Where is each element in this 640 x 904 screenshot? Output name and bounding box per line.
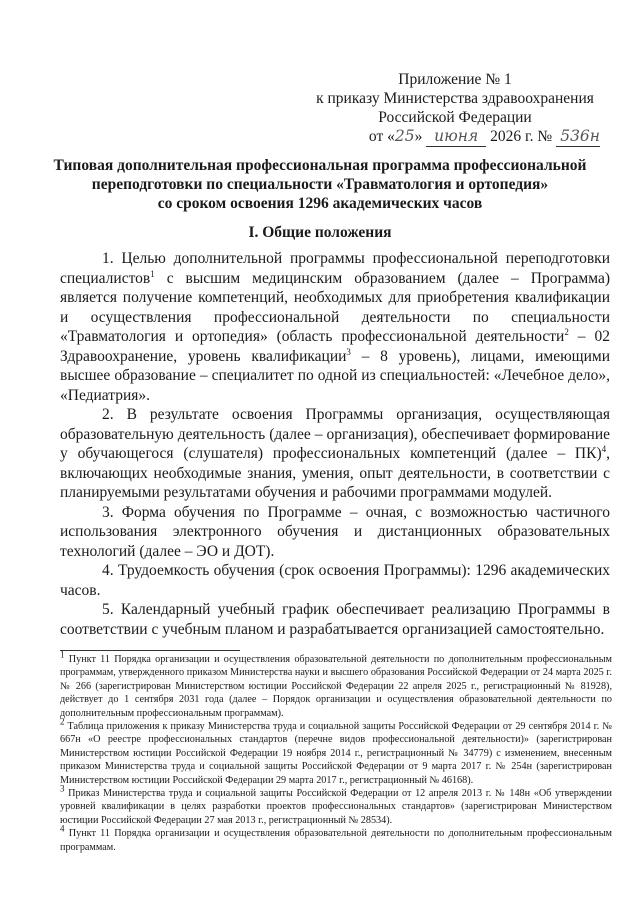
handwritten-month: июня	[426, 127, 486, 147]
footnote-number: 2	[60, 716, 65, 727]
footnotes	[60, 649, 612, 854]
paragraph-text: 1. Целью дополнительной программы профессиональной переподготовки специалистов	[60, 250, 610, 287]
paragraph-2	[60, 405, 610, 503]
document-body	[60, 249, 610, 639]
paragraph-5: 5. Календарный учебный график обеспечивает реализацию Программы в соответствии с учебным планом и разрабатывается организацией самостоятельно.	[60, 601, 610, 638]
handwritten-order-number: 536н	[556, 127, 600, 147]
title-line: со сроком освоения 1296 академических часов	[157, 195, 483, 212]
footnote-text: Пункт 11 Порядка организации и осуществления образовательной деятельности по дополнительным профессиональным программам.	[60, 828, 612, 853]
footnote-ref: 4	[601, 443, 607, 454]
paragraph-1	[60, 249, 610, 405]
date-year: 2026 г. №	[490, 128, 553, 145]
footnote-1	[60, 649, 612, 720]
footnote-ref: 1	[150, 268, 155, 279]
footnote-ref: 3	[346, 346, 351, 357]
paragraph-text: , включающих необходимые знания, умения, опыт деятельности, в соответствии с планируемыми результатами обучения и рабочими программами модулей.	[60, 445, 610, 501]
order-reference: к приказу Министерства здравоохранения	[316, 90, 594, 107]
footnote-divider	[60, 650, 240, 651]
handwritten-day: 25	[394, 127, 415, 145]
order-date-line	[300, 127, 610, 147]
footnote-ref: 2	[564, 326, 569, 337]
title-line: Типовая дополнительная профессиональная программа профессиональной	[53, 157, 587, 174]
footnote-text: Пункт 11 Порядка организации и осуществления образовательной деятельности по дополнительным профессиональным программам, утвержденного приказом Министерства науки и высшего образования Российской Федерации от 24 марта 2025 г. № 266 (зарегистрирован Министерством юстиции Российской Федерации 22 апреля 2025 г., регистрационный № 81928), действует до 1 сентября 2031 года (далее – Порядок организации и осуществления образовательной деятельности по дополнительным профессиональным программам).	[60, 654, 612, 719]
footnote-2	[60, 716, 612, 787]
paragraph-text: – 8 уровень), лицами, имеющими высшее образование – специалитет по одной из специальностей: «Лечебное дело», «Педиатрия».	[60, 347, 610, 404]
date-sep: »	[414, 128, 423, 145]
footnote-number: 4	[60, 823, 65, 834]
paragraph-text: 2. В результате освоения Программы организация, осуществляющая образовательную деятельность (далее – организация), обеспечивает формирование у обучающегося (слушателя) профессиональных компетенций (далее – ПК)	[60, 406, 610, 462]
appendix-header	[300, 70, 610, 147]
footnote-number: 3	[60, 783, 65, 794]
ministry-country: Российской Федерации	[378, 109, 532, 126]
date-prefix: от «	[368, 128, 395, 145]
footnote-3	[60, 783, 612, 827]
footnote-number: 1	[60, 649, 65, 660]
footnote-text: Таблица приложения к приказу Министерства труда и социальной защиты Российской Федерации от 29 сентября 2014 г. № 667н «О реестре профессиональных стандартов (перечне видов профессиональной деятельности)» (зарегистрирован Министерством юстиции Российской Федерации 19 ноября 2014 г., регистрационный № 34779) с изменением, внесенным приказом Министерства труда и социальной защиты Российской Федерации от 9 марта 2017 г. № 254н (зарегистрирован Министерством юстиции Российской Федерации 29 марта 2017 г., регистрационный № 46168).	[60, 721, 612, 786]
paragraph-3: 3. Форма обучения по Программе – очная, с возможностью частичного использования электронного обучения и дистанционных образовательных технологий (далее – ЭО и ДОТ).	[60, 503, 610, 560]
document-title	[50, 156, 590, 213]
section-heading: I. Общие положения	[248, 224, 392, 241]
footnote-text: Приказ Министерства труда и социальной защиты Российской Федерации от 12 апреля 2013 г. № 148н «Об утверждении уровней квалификации в целях разработки проектов профессиональных стандартов» (зарегистрирован Министерством юстиции Российской Федерации 27 мая 2013 г., регистрационный № 28534).	[60, 788, 612, 826]
title-line: переподготовки по специальности «Травматология и ортопедия»	[91, 176, 549, 193]
footnote-4	[60, 823, 612, 854]
paragraph-4: 4. Трудоемкость обучения (срок освоения Программы): 1296 академических часов.	[60, 562, 610, 599]
paragraph-text: – 02 Здравоохранение, уровень квалификации	[60, 328, 610, 365]
appendix-number: Приложение № 1	[398, 71, 512, 88]
paragraph-text: с высшим медицинским образованием (далее – Программа) является получение компетенций, необходимых для приобретения квалификации и осуществления профессиональной деятельности по специальности «Травматология и ортопедия» (область профессиональной деятельности	[60, 269, 610, 345]
